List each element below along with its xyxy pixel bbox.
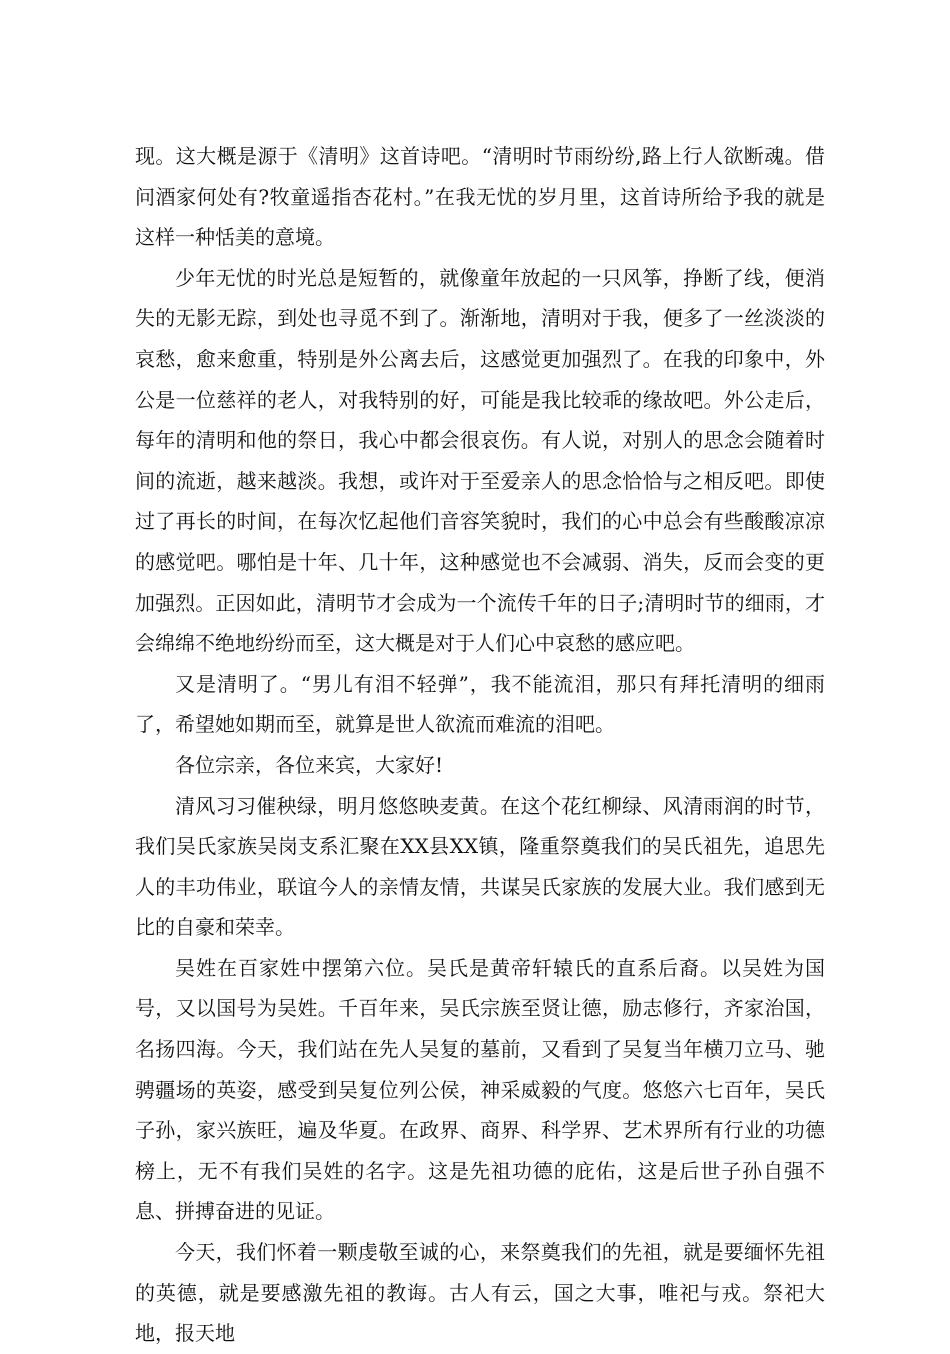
paragraph-worship: 今天，我们怀着一颗虔敬至诚的心，来祭奠我们的先祖，就是要缅怀先祖的英德，就是要感激先祖的教诲。古人有云，国之大事，唯祀与戎。祭祀大地，报天地 [135, 1240, 825, 1346]
paragraph-greeting: 各位宗亲，各位来宾，大家好! [175, 752, 444, 777]
paragraph-wu-surname: 吴姓在百家姓中摆第六位。吴氏是黄帝轩辕氏的直系后裔。以吴姓为国号，又以国号为吴姓。千百年来，吴氏宗族至贤让德，励志修行，齐家治国，名扬四海。今天，我们站在先人吴复的墓前，又看到了吴复当年横刀立马、驰骋疆场的英姿，感受到吴复位列公侯，神采威毅的气度。悠悠六七百年，吴氏子孙，家兴族旺，遍及华夏。在政界、商界、科学界、艺术界所有行业的功德榜上，无不有我们吴姓的名字。这是先祖功德的庇佑，这是后世子孙自强不息、拼搏奋进的见证。 [135, 955, 825, 1224]
paragraph-qingming-again: 又是清明了。“男儿有泪不轻弹”，我不能流泪，那只有拜托清明的细雨了，希望她如期而至，就算是世人欲流而难流的泪吧。 [135, 671, 825, 737]
paragraph-continuation: 现。这大概是源于《清明》这首诗吧。“清明时节雨纷纷,路上行人欲断魂。借问酒家何处有?牧童遥指杏花村。”在我无忧的岁月里，这首诗所给予我的就是这样一种恬美的意境。 [135, 144, 825, 250]
paragraph-gathering: 清风习习催秧绿，明月悠悠映麦黄。在这个花红柳绿、风清雨润的时节，我们吴氏家族吴岗支系汇聚在XX县XX镇，隆重祭奠我们的吴氏祖先，追思先人的丰功伟业，联谊今人的亲情友情，共谋吴氏家族的发展大业。我们感到无比的自豪和荣幸。 [135, 793, 825, 940]
paragraph-childhood-memory: 少年无忧的时光总是短暂的，就像童年放起的一只风筝，挣断了线，便消失的无影无踪，到处也寻觅不到了。渐渐地，清明对于我，便多了一丝淡淡的哀愁，愈来愈重，特别是外公离去后，这感觉更加强烈了。在我的印象中，外公是一位慈祥的老人，对我特别的好，可能是我比较乖的缘故吧。外公走后，每年的清明和他的祭日，我心中都会很哀伤。有人说，对别人的思念会随着时间的流逝，越来越淡。我想，或许对于至爱亲人的思念恰恰与之相反吧。即使过了再长的时间，在每次忆起他们音容笑貌时，我们的心中总会有些酸酸凉凉的感觉吧。哪怕是十年、几十年，这种感觉也不会减弱、消失，反而会变的更加强烈。正因如此，清明节才会成为一个流传千年的日子;清明时节的细雨，才会绵绵不绝地纷纷而至，这大概是对于人们心中哀愁的感应吧。 [135, 265, 825, 656]
document-body [135, 136, 825, 1354]
